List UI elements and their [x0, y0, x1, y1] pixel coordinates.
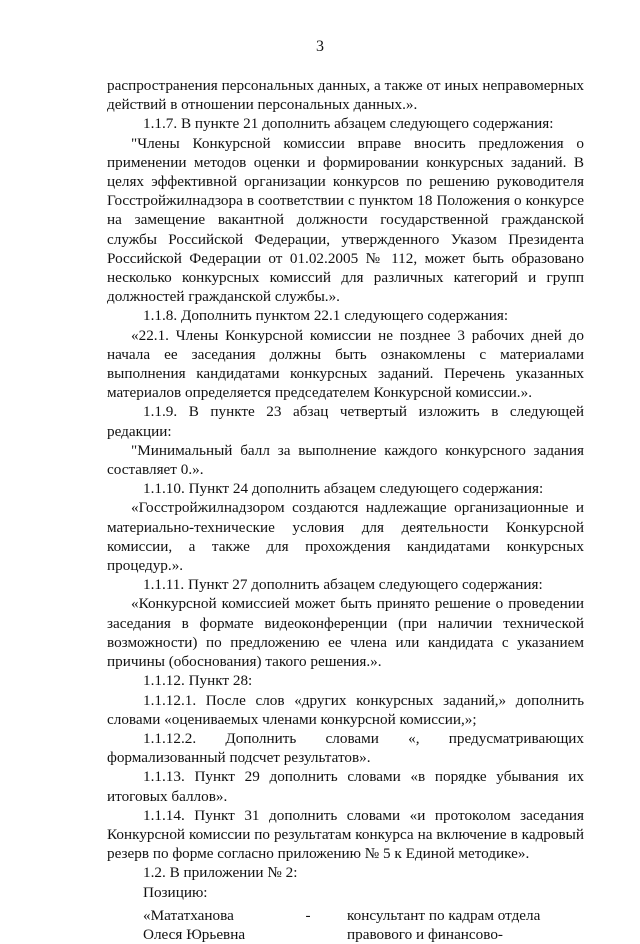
paragraph: 1.1.12. Пункт 28:: [143, 672, 253, 690]
paragraph: «Конкурсной комиссией может быть принято решение о проведении заседания в формате видеоконференции (при наличии технической возможности) по предложению ее члена или кандидата с указанием причины (обоснования) такого решения.».: [107, 595, 584, 671]
role-word: финансово-: [427, 925, 503, 943]
role-word: отдела: [497, 906, 541, 924]
paragraph: 1.1.11. Пункт 27 дополнить абзацем следующего содержания:: [143, 576, 543, 594]
document-body: [107, 76, 584, 944]
role-word: консультант: [347, 906, 426, 924]
position-name: «Мататханова: [143, 906, 234, 924]
position-dash: -: [305, 906, 311, 924]
page-number: 3: [316, 38, 324, 55]
paragraph: 1.1.12.2. Дополнить словами «, предусматривающих формализованный подсчет результатов».: [107, 729, 584, 767]
paragraph: 1.1.8. Дополнить пунктом 22.1 следующего содержания:: [143, 307, 509, 325]
paragraph: «22.1. Члены Конкурсной комиссии не позднее 3 рабочих дней до начала ее заседания должны быть ознакомлены с материалами выполнения кандидатами конкурсных заданий. Перечень указанных материалов определяется председателем Конкурсной комиссии.».: [107, 326, 584, 402]
position-role: [323, 925, 584, 944]
paragraph: "Члены Конкурсной комиссии вправе вносить предложения о применении методов оценки и формировании конкурсных заданий. В целях эффективной организации конкурсов по решению руководителя Госстройжилнадзора в соответствии с пунктом 18 Положения о конкурсе на замещение вакантной должности государственной гражданской службы Российской Федерации, утвержденного Указом Президента Российской Федерации от 01.02.2005 № 112, может быть образовано несколько конкурсных комиссий для различных категорий и групп должностей гражданской службы.».: [107, 134, 584, 306]
paragraph: распространения персональных данных, а также от иных неправомерных действий в отношении персональных данных.».: [107, 77, 584, 114]
position-role: [323, 906, 584, 925]
paragraph: 1.1.12.1. После слов «других конкурсных заданий,» дополнить словами «оцениваемых членами конкурсной комиссии,»;: [107, 691, 584, 728]
paragraph: 1.1.10. Пункт 24 дополнить абзацем следующего содержания:: [143, 480, 544, 498]
role-word: правового: [347, 925, 413, 943]
paragraph: "Минимальный балл за выполнение каждого конкурсного задания составляет 0.».: [107, 441, 584, 479]
paragraph: Позицию:: [143, 883, 208, 901]
position-name: Олеся Юрьевна: [143, 925, 246, 943]
role-word: по: [428, 906, 445, 924]
role-word: и: [416, 925, 425, 943]
paragraph: «Госстройжилнадзором создаются надлежащие организационные и материально-технические условия для деятельности Конкурсной комиссии, а также для прохождения кандидатами конкурсных процедур.».: [107, 499, 584, 575]
paragraph: 1.1.14. Пункт 31 дополнить словами «и протоколом заседания Конкурсной комиссии по результатам конкурса на включение в кадровый резерв по форме согласно приложению № 5 к Единой методике».: [107, 806, 584, 863]
position-row: [107, 925, 584, 944]
position-row: [107, 906, 584, 925]
paragraph: 1.2. В приложении № 2:: [143, 864, 298, 882]
paragraph: 1.1.13. Пункт 29 дополнить словами «в порядке убывания их итоговых баллов».: [107, 768, 584, 805]
paragraph: 1.1.9. В пункте 23 абзац четвертый изложить в следующей редакции:: [107, 403, 584, 440]
role-word: кадрам: [448, 906, 494, 924]
paragraph: 1.1.7. В пункте 21 дополнить абзацем следующего содержания:: [143, 115, 554, 133]
